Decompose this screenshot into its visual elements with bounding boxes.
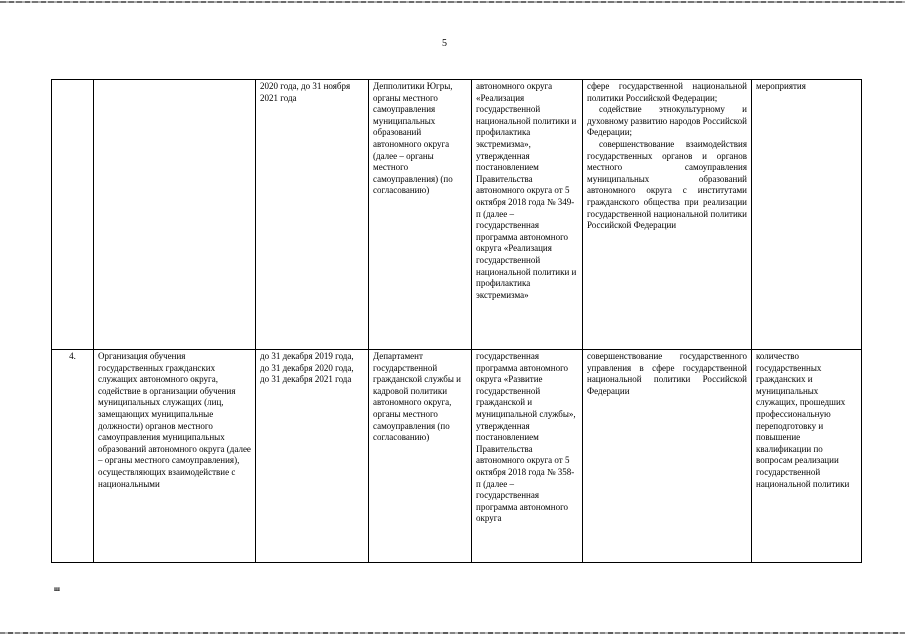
- event-cell: Организация обучения государственных гражданских служащих автономного округа, содействие в организации обучения муниципальных служащих (лиц, замещающих муниципальные должности) органов местного самоуправления муниципальных образований автономного округа (далее – органы местного самоуправления), осуществляющих взаимодействие с национальными: [94, 350, 256, 563]
- scan-edge-bottom: [0, 632, 905, 634]
- indicator-cell: мероприятия: [752, 80, 862, 350]
- deadline-cell: 2020 года, до 31 ноября 2021 года: [256, 80, 369, 350]
- indicator-cell: количество государственных гражданских и муниципальных служащих, прошедших профессиональную переподготовку и повышение квалификации по вопросам реализации государственной национальной политики: [752, 350, 862, 563]
- event-cell: [94, 80, 256, 350]
- goal-text: сфере государственной национальной политики Российской Федерации;: [587, 81, 747, 103]
- plan-table: [51, 79, 862, 563]
- executor-cell: Департамент государственной гражданской службы и кадровой политики автономного округа, органы местного самоуправления (по согласованию): [369, 350, 472, 563]
- table-row: [52, 350, 862, 563]
- row-number: 4.: [52, 350, 94, 563]
- goals-cell: [583, 350, 752, 563]
- footer-mark: ш: [54, 585, 59, 593]
- goals-cell: [583, 80, 752, 350]
- table-row: [52, 80, 862, 350]
- deadline-cell: до 31 декабря 2019 года, до 31 декабря 2020 года, до 31 декабря 2021 года: [256, 350, 369, 563]
- row-number: [52, 80, 94, 350]
- page-number: 5: [442, 38, 447, 49]
- goal-text: совершенствование взаимодействия государственных органов и органов местного самоуправления муниципальных образований автономного округа с институтами гражданского общества при реализации государственной национальной политики Российской Федерации: [587, 138, 747, 231]
- goal-text: содействие этнокультурному и духовному развитию народов Российской Федерации;: [587, 104, 747, 138]
- scan-edge-top: [0, 1, 905, 3]
- executor-cell: Депполитики Югры, органы местного самоуправления муниципальных образований автономного округа (далее – органы местного самоуправления) (по согласованию): [369, 80, 472, 350]
- program-cell: государственная программа автономного округа «Развитие государственной гражданской и муниципальной службы», утвержденная постановлением Правительства автономного округа от 5 октября 2018 года № 358-п (далее – государственная программа автономного округа: [472, 350, 583, 563]
- goal-text: совершенствование государственного управления в сфере государственной национальной политики Российской Федерации: [587, 351, 747, 396]
- program-cell: автономного округа «Реализация государственной национальной политики и профилактика экстремизма», утвержденная постановлением Правительства автономного округа от 5 октября 2018 года № 349-п (далее – государственная программа автономного округа «Реализация государственной национальной политики и профилактика экстремизма»: [472, 80, 583, 350]
